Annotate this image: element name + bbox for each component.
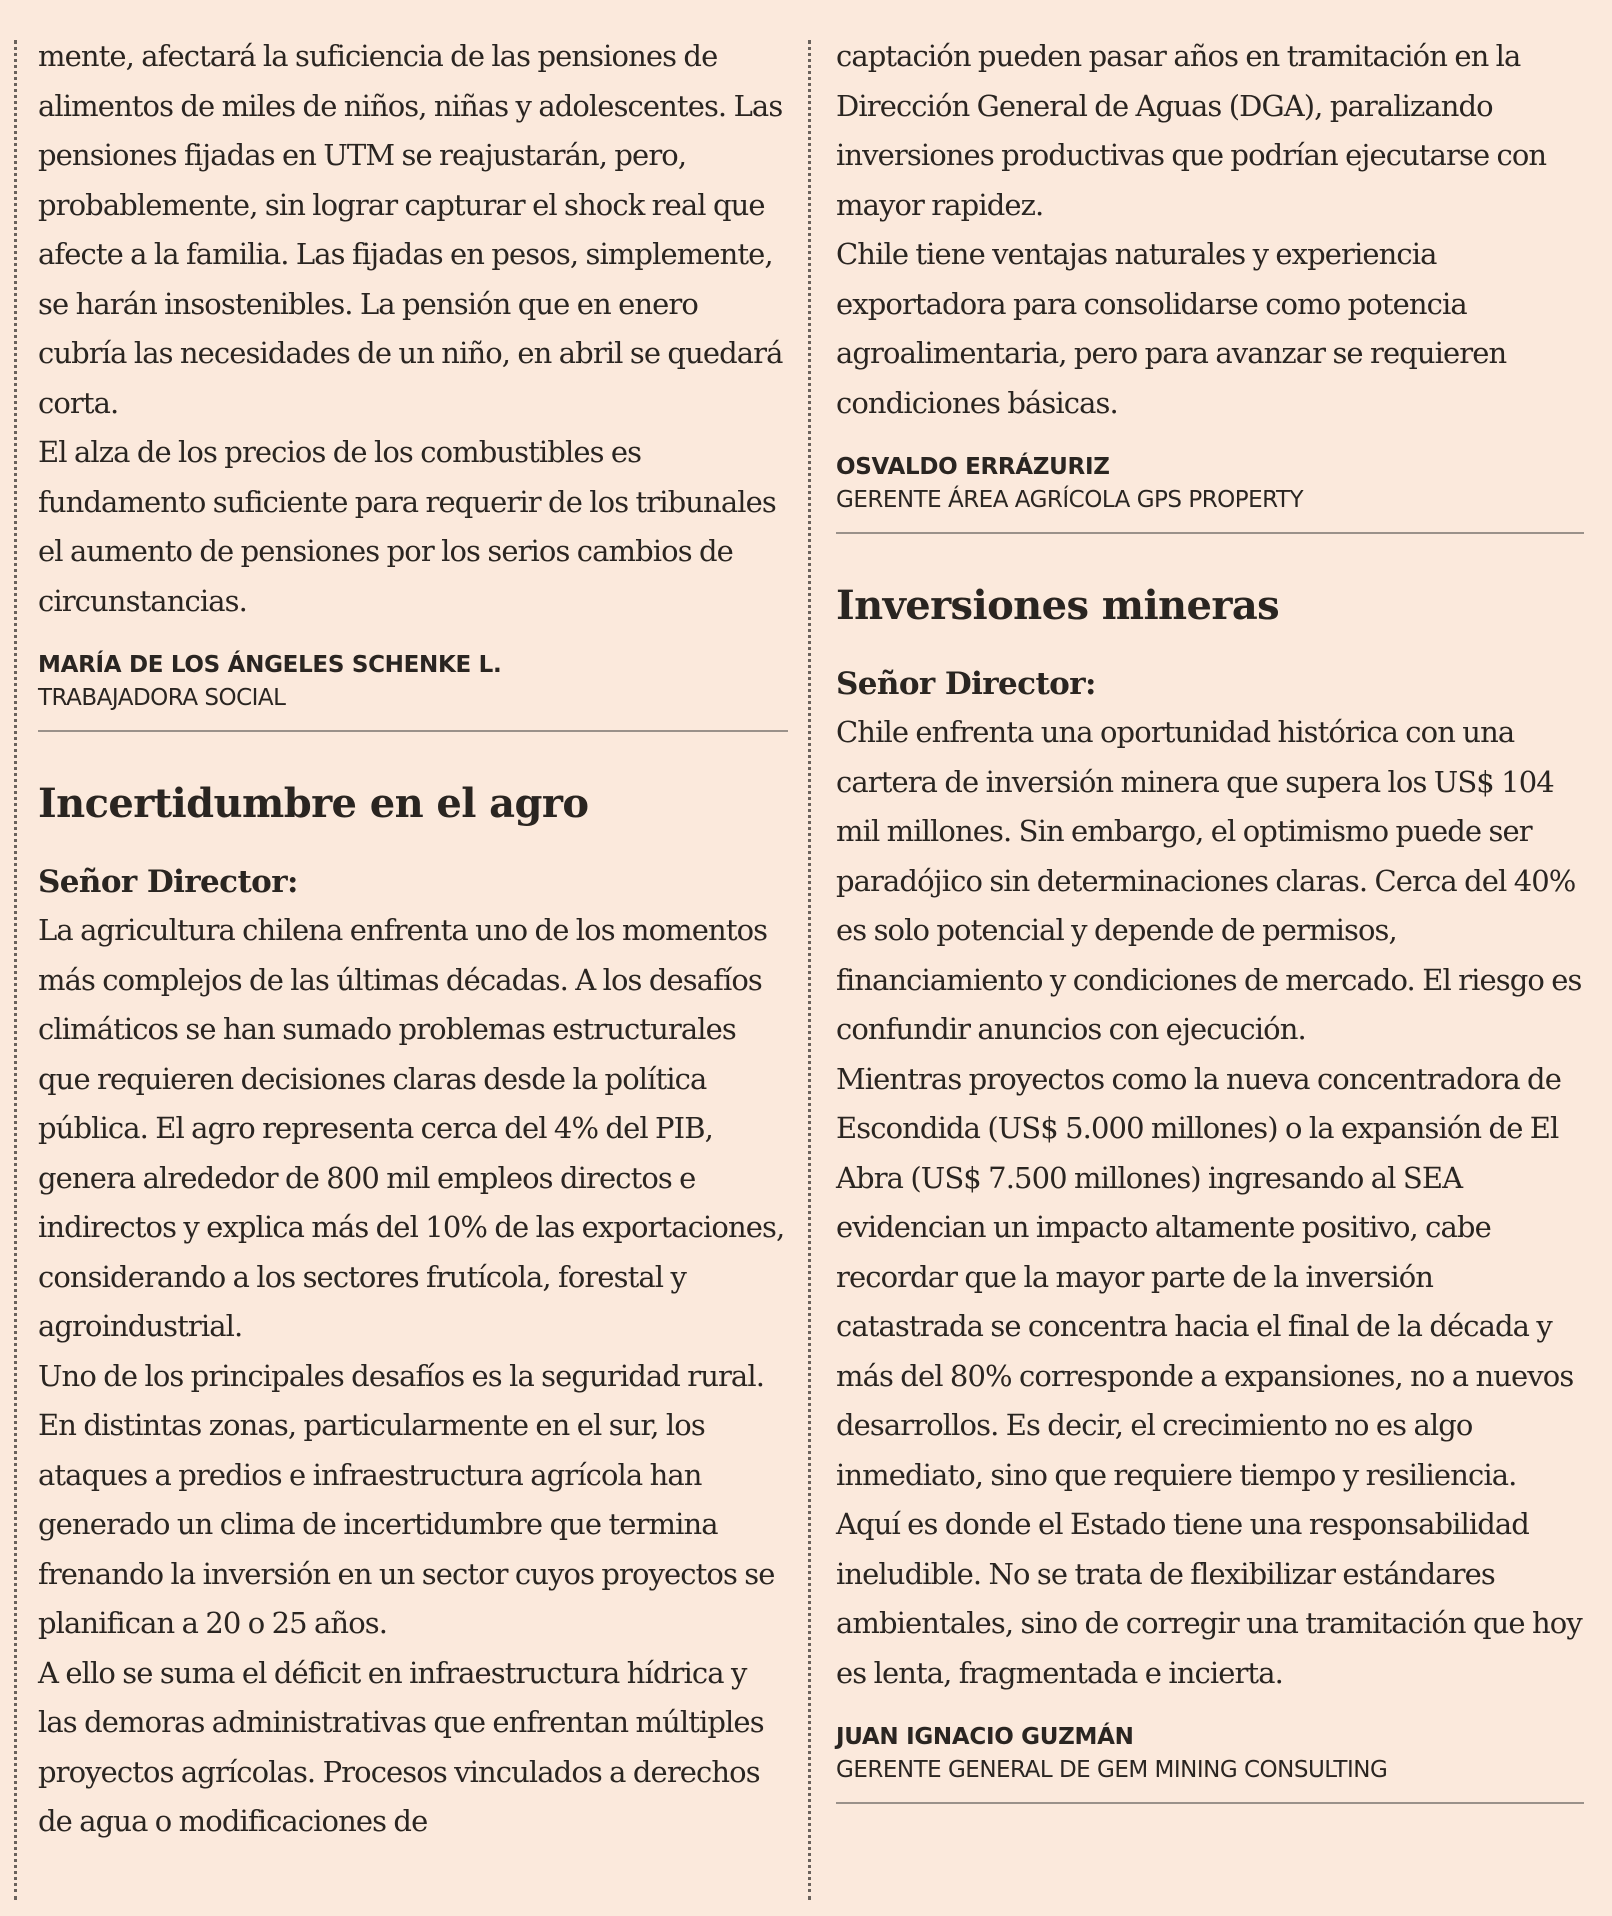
left-dotted-rule xyxy=(14,40,17,1900)
letter-signature xyxy=(836,450,1584,516)
letter-paragraph: A ello se suma el déficit en infraestructura hídrica y las demoras administrativas que enfrentan múltiples proyectos agrícolas. Procesos vinculados a derechos de agua o modificaciones de xyxy=(38,1655,764,1838)
signature-title: GERENTE ÁREA AGRÍCOLA GPS PROPERTY xyxy=(836,487,1304,513)
signature-title: TRABAJADORA SOCIAL xyxy=(38,685,286,711)
letter-agro-continued xyxy=(836,32,1584,534)
letter-paragraph: Mientras proyectos como la nueva concentradora de Escondida (US$ 5.000 millones) o la expansión de El Abra (US$ 7.500 millones) ingresando al SEA evidencian un impacto altamente positivo, cabe recordar que la mayor parte de la inversión catastrada se concentra hacia el final de la década y más del 80% corresponde a expansiones, no a nuevos desarrollos. Es decir, el crecimiento no es algo inmediato, sino que requiere tiempo y resiliencia. xyxy=(836,1061,1574,1492)
signature-name: JUAN IGNACIO GUZMÁN xyxy=(836,1724,1134,1750)
letter-fuel-pensions xyxy=(38,32,788,732)
letter-paragraph: Uno de los principales desafíos es la seguridad rural. En distintas zonas, particularmente en el sur, los ataques a predios e infraestructura agrícola han generado un clima de incertidumbre que termina frenando la inversión en un sector cuyos proyectos se planifican a 20 o 25 años. xyxy=(38,1358,775,1640)
letter-mining xyxy=(836,580,1584,1804)
signature-name: OSVALDO ERRÁZURIZ xyxy=(836,454,1110,480)
signature-name: MARÍA DE LOS ÁNGELES SCHENKE L. xyxy=(38,652,502,678)
letter-paragraph: Chile tiene ventajas naturales y experiencia exportadora para consolidarse como potencia agroalimentaria, pero para avanzar se requieren condiciones básicas. xyxy=(836,237,1507,420)
letter-paragraph: mente, afectará la suficiencia de las pensiones de alimentos de miles de niños, niñas y adolescentes. Las pensiones fijadas en UTM se reajustarán, pero, probablemente, sin lograr capturar el shock real que afecte a la familia. Las fijadas en pesos, simplemente, se harán insostenibles. La pensión que en enero cubría las necesidades de un niño, en abril se quedará corta. xyxy=(38,39,783,420)
letter-signature xyxy=(38,648,788,714)
letter-separator xyxy=(836,1802,1584,1804)
letter-paragraph: Chile enfrenta una oportunidad histórica con una cartera de inversión minera que supera los US$ 104 mil millones. Sin embargo, el optimismo puede ser paradójico sin determinaciones claras. Cerca del 40% es solo potencial y depende de permisos, financiamiento y condiciones de mercado. El riesgo es confundir anuncios con ejecución. xyxy=(836,715,1582,1046)
right-column xyxy=(836,32,1584,1804)
letter-signature xyxy=(836,1720,1584,1786)
letter-paragraph: captación pueden pasar años en tramitación en la Dirección General de Aguas (DGA), paralizando inversiones productivas que podrían ejecutarse con mayor rapidez. xyxy=(836,39,1547,222)
letter-headline: Incertidumbre en el agro xyxy=(38,780,589,827)
signature-title: GERENTE GENERAL DE GEM MINING CONSULTING xyxy=(836,1757,1388,1783)
letter-paragraph: El alza de los precios de los combustibles es fundamento suficiente para requerir de los tribunales el aumento de pensiones por los serios cambios de circunstancias. xyxy=(38,435,776,618)
letter-paragraph: Aquí es donde el Estado tiene una responsabilidad ineludible. No se trata de flexibilizar estándares ambientales, sino de corregir una tramitación que hoy es lenta, fragmentada e incierta. xyxy=(836,1507,1582,1690)
letter-paragraph: La agricultura chilena enfrenta uno de los momentos más complejos de las últimas décadas. A los desafíos climáticos se han sumado problemas estructurales que requieren decisiones claras desde la política pública. El agro representa cerca del 4% del PIB, genera alrededor de 800 mil empleos directos e indirectos y explica más del 10% de las exportaciones, considerando a los sectores frutícola, forestal y agroindustrial. xyxy=(38,913,785,1343)
left-column xyxy=(38,32,788,1847)
letter-separator xyxy=(38,730,788,732)
letter-salutation: Señor Director: xyxy=(836,666,1096,702)
column-dotted-divider xyxy=(808,40,811,1900)
letter-salutation: Señor Director: xyxy=(38,864,298,900)
letter-separator xyxy=(836,532,1584,534)
letter-agro xyxy=(38,778,788,1847)
letter-headline: Inversiones mineras xyxy=(836,582,1280,629)
